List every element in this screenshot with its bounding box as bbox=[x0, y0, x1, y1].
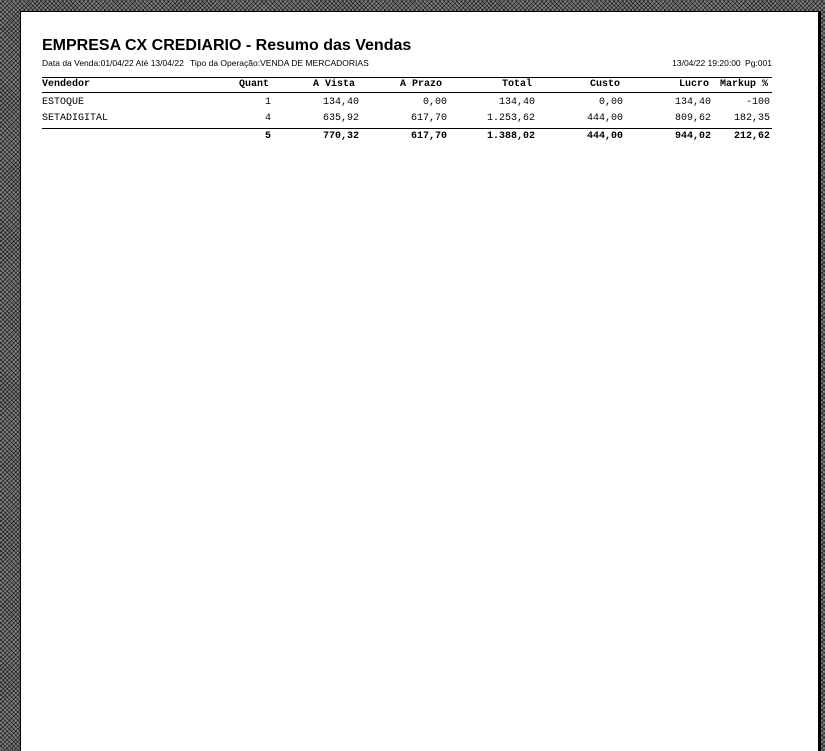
header-top-rule bbox=[42, 77, 772, 78]
total-a-prazo: 617,70 bbox=[410, 131, 447, 142]
cell-lucro: 134,40 bbox=[674, 97, 711, 108]
cell-vendedor: SETADIGITAL bbox=[42, 113, 109, 124]
cell-vendedor: ESTOQUE bbox=[42, 97, 85, 108]
cell-custo: 444,00 bbox=[586, 113, 623, 124]
total-quant: 5 bbox=[264, 131, 271, 142]
table-totals-row bbox=[42, 131, 772, 145]
total-markup: 212,62 bbox=[733, 131, 770, 142]
cell-quant: 4 bbox=[264, 113, 271, 124]
total-a-vista: 770,32 bbox=[322, 131, 359, 142]
col-a-vista: A Vista bbox=[312, 79, 355, 90]
operation-label: Tipo da Operação:VENDA DE MERCADORIAS bbox=[190, 58, 369, 68]
cell-custo: 0,00 bbox=[598, 97, 623, 108]
cell-total: 1.253,62 bbox=[486, 113, 535, 124]
col-lucro: Lucro bbox=[678, 79, 709, 90]
report-filters bbox=[42, 58, 373, 68]
cell-markup: -100 bbox=[745, 97, 770, 108]
page-number: Pg:001 bbox=[745, 58, 772, 68]
period-label: Data da Venda:01/04/22 Até 13/04/22 bbox=[42, 58, 184, 68]
col-a-prazo: A Prazo bbox=[399, 79, 442, 90]
col-markup: Markup % bbox=[719, 79, 768, 90]
total-custo: 444,00 bbox=[586, 131, 623, 142]
cell-lucro: 809,62 bbox=[674, 113, 711, 124]
col-vendedor: Vendedor bbox=[42, 79, 91, 90]
cell-a-vista: 134,40 bbox=[322, 97, 359, 108]
cell-markup: 182,35 bbox=[733, 113, 770, 124]
table-header bbox=[42, 79, 772, 93]
col-quant: Quant bbox=[238, 79, 269, 90]
cell-total: 134,40 bbox=[498, 97, 535, 108]
col-total: Total bbox=[501, 79, 532, 90]
report-timestamp bbox=[672, 58, 772, 68]
total-total: 1.388,02 bbox=[486, 131, 535, 142]
report-page bbox=[20, 11, 819, 751]
header-bottom-rule bbox=[42, 92, 772, 93]
cell-a-prazo: 0,00 bbox=[422, 97, 447, 108]
totals-rule bbox=[42, 128, 772, 129]
table-row bbox=[42, 113, 772, 127]
cell-a-prazo: 617,70 bbox=[410, 113, 447, 124]
cell-a-vista: 635,92 bbox=[322, 113, 359, 124]
cell-quant: 1 bbox=[264, 97, 271, 108]
print-datetime: 13/04/22 19:20:00 bbox=[672, 58, 741, 68]
report-title: EMPRESA CX CREDIARIO - Resumo das Vendas bbox=[42, 37, 412, 54]
table-row bbox=[42, 97, 772, 111]
col-custo: Custo bbox=[589, 79, 620, 90]
total-lucro: 944,02 bbox=[674, 131, 711, 142]
